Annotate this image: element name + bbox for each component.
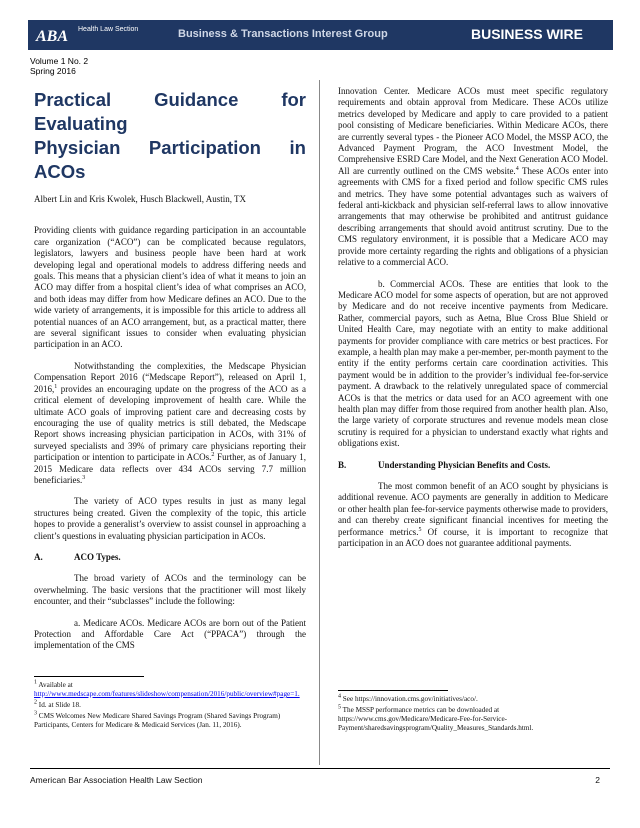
section-heading-b: B. Understanding Physician Benefits and Costs. xyxy=(338,459,551,470)
page-number: 2 xyxy=(595,775,600,785)
paragraph: Providing clients with guidance regarding participation in an accountable care organization (“ACO”) can be complicated because regulators, legislators, lawyers and business people have been hard at work developing legal and operational models to address differing needs and goals. This means that a physician client’s idea of what it means to join an ACO may differ from a hospital client’s idea of what comprises an ACO, and both ideas may differ from how Medicare defines an ACO. Due to the wide variety of arrangements, it is impossible for this article to address all potential nuances of an ACO arrangement, but, as a practical matter, there are several significant issues to consider when evaluating physician participation in an ACO. xyxy=(34,225,306,350)
section-name: Health Law Section xyxy=(78,26,139,33)
column-divider xyxy=(319,80,320,765)
volume-number: Volume 1 No. 2 xyxy=(30,56,89,66)
aba-logo-icon xyxy=(34,24,72,46)
section-heading-a: A. ACO Types. xyxy=(34,551,121,562)
article-authors: Albert Lin and Kris Kwolek, Husch Blackwell, Austin, TX xyxy=(34,194,247,204)
paragraph: b. Commercial ACOs. These are entities that look to the Medicare ACO model for some aspects of operation, but are not approved by Medicare and do not receive incentive payments from Medicare. Rather, commercial payors, such as Aetna, Blue Cross Blue Shield or United Health Care, may negotiate with an entity to make additional payments for provider compliance with care metrics or best practices. For example, a health plan may make a per-member, per-month payment to the entity if the entity performs certain care coordination activities. This payment would be in addition to the provider’s individual fee-for-service payment. A drawback to the relatively unregulated space of commercial ACOs is that the metrics or data used for an ACO agreement with one health plan may differ from those required from another health plan. Also, the large variety of corporate structures and revenue models mean close scrutiny is required for a physician to understand exactly what rights and obligations exist. xyxy=(338,278,608,449)
newsletter-name: BUSINESS WIRE xyxy=(470,26,583,42)
footnote-3: $^3$ CMS Welcomes New Medicare Shared Savings Program (Shared Savings Program) Participants, Centers for Medicare & Medicaid Services (Jan. 11, 2016). xyxy=(34,710,281,729)
page-footer xyxy=(30,775,610,785)
footnote-link[interactable]: http://www.medscape.com/features/slideshow/compensation/2016/public/overview#page=1. xyxy=(34,690,300,698)
footer-rule xyxy=(30,768,610,769)
issue-info xyxy=(30,56,88,76)
right-footnotes xyxy=(338,690,608,735)
left-column xyxy=(34,88,306,662)
issue-date: Spring 2016 xyxy=(30,66,76,76)
paragraph: Innovation Center. Medicare ACOs must meet specific regulatory requirements and obtain approval from Medicare. These ACOs utilize metrics developed by Medicare and apply to care provided to a patient pool consisting of Medicare beneficiaries. Within Medicare ACOs, there are currently several types - the Pioneer ACO Model, the MSSP ACO, the Advanced Payment Program, the ACO Investment Model, the Comprehensive ESRD Care Model, and the Next Generation ACO Model. All are currently outlined on the CMS website.$^4$ These ACOs enter into agreements with CMS for a fixed period and follow specific CMS rules and metrics. They have some potential advantages such as waivers of federal anti-kickback and physician self-referral laws to allow innovative arrangements that may otherwise be prohibited and antitrust guidance describing arrangements that should avoid antitrust scrutiny. Due to the CMS regulatory environment, it is possible that a Medicare ACO may provide more certainty regarding the rights and obligations of a physician relative to a commercial ACO. xyxy=(338,86,608,268)
paragraph: Notwithstanding the complexities, the Medscape Physician Compensation Report 2016 (“Medscape Report”), released on April 1, 2016,$^1$ provides an encouraging update on the progress of the ACO as a critical element of developing improvement of health care. While the ultimate ACO goals of improving patient care and decreasing costs by encouraging the use of quality metrics is still debated, the Medscape Report shows increasing physician participation in ACOs, with 31% of surveyed specialists and 39% of primary care physicians reporting their participation or intention to participate in ACOs.$^2$ Further, as of January 1, 2015 Medicare data reflects over 434 ACOs serving 7.7 million beneficiaries.$^3$ xyxy=(34,360,306,485)
footnote-rule xyxy=(34,676,144,677)
paragraph: The broad variety of ACOs and the terminology can be overwhelming. The basic versions that the practitioner will most likely encounter, and their “subclasses” include the following: xyxy=(34,573,306,607)
article-title: Practical Guidance for Evaluating Physician Participation in ACOs xyxy=(34,89,306,182)
header-banner xyxy=(28,20,613,50)
footnote-5: $^5$ The MSSP performance metrics can be downloaded at https://www.cms.gov/Medicare/Medicare-Fee-for-Service-Payment/sharedsavingsprogram/Quality_Measures_Standards.html. xyxy=(338,704,534,732)
left-footnotes xyxy=(34,676,306,732)
svg-text:ABA: ABA xyxy=(36,28,69,45)
footer-org: American Bar Association Health Law Section xyxy=(30,775,203,785)
footnote-1: $^1$ Available at http://www.medscape.com/features/slideshow/compensation/2016/public/overview#page=1. xyxy=(34,679,300,698)
paragraph: The most common benefit of an ACO sought by physicians is additional revenue. ACO payments are generally in addition to Medicare or other health plan fee-for-service payments otherwise made to providers, and can thereby create significant financial incentives for meeting the performance metrics.$^5$ Of course, it is important to recognize that participation in an ACO does not guarantee additional payments. xyxy=(338,481,608,549)
footnote-2: $^2$ Id. at Slide 18. xyxy=(34,699,81,709)
paragraph: The variety of ACO types results in just as many legal structures being created. Given the complexity of the topic, this article hopes to provide a generalist’s overview to assist counsel in approaching a client’s questions in evaluating physician participation in ACOs. xyxy=(34,496,306,541)
footnote-4: $^4$ See https://innovation.cms.gov/initiatives/aco/. xyxy=(338,693,478,703)
interest-group-name: Business & Transactions Interest Group xyxy=(178,28,388,40)
right-column xyxy=(338,86,608,559)
paragraph: a. Medicare ACOs. Medicare ACOs are born out of the Patient Protection and Affordable Care Act (“PPACA”) through the implementation of the CMS xyxy=(34,617,306,651)
footnote-rule xyxy=(338,690,448,691)
